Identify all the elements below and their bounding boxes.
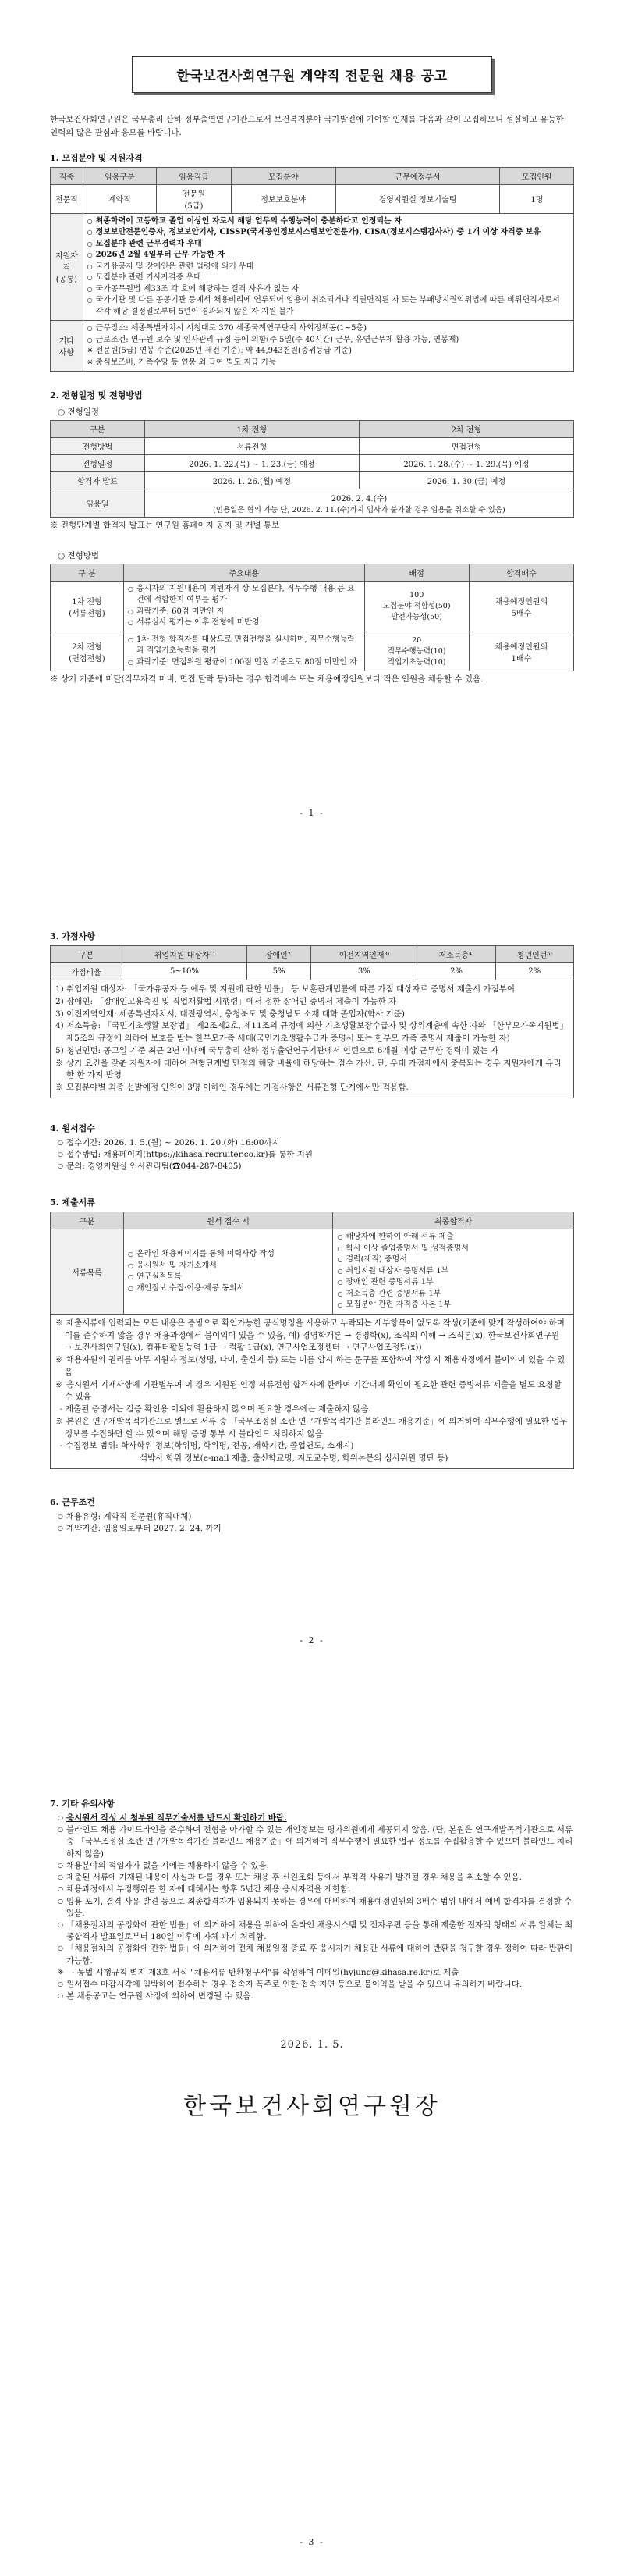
sched-cell: 2026. 1. 30.(금) 예정 — [359, 472, 573, 489]
list-item: ○ 모집분야 관련 근무경력자 우대 — [87, 239, 569, 251]
etc-label: 기타 사항 — [51, 321, 83, 372]
page-number-1: - 1 - — [300, 808, 324, 818]
appoint-label: 임용일 — [51, 489, 145, 518]
th-bonus-5: 청년인턴⁵⁾ — [495, 946, 573, 963]
th-bonus-1: 취업지원 대상자¹⁾ — [122, 946, 247, 963]
list-item: ※ - 동법 시행규칙 별지 제3호 서식 "채용서류 반환청구서"를 작성하여 이메일(hyjung@kihasa.re.kr)로 제출 — [58, 1967, 574, 1979]
list-item: ○ 온라인 채용페이지를 통해 이력사항 작성 — [128, 1249, 328, 1261]
method-items — [128, 584, 360, 629]
bonus-notes — [50, 980, 574, 1098]
apply-docs — [128, 1249, 328, 1294]
work-terms-list — [58, 1511, 574, 1535]
list-item: 2) 장애인: 「장애인고용촉진 및 직업재활법 시행령」에서 정한 장애인 증명서 제출이 가능한 자 — [55, 996, 397, 1006]
list-item: ○ 본 채용공고는 연구원 사정에 의하여 변경될 수 있음. — [58, 1991, 574, 2002]
list-item: ○ 모집분야 관련 기사자격증 우대 — [87, 272, 569, 284]
method-items — [128, 635, 360, 669]
th-doc-cat: 구분 — [51, 1212, 124, 1229]
cell-count: 1명 — [500, 184, 574, 213]
th-sched-1: 1차 전형 — [144, 421, 359, 438]
list-item: ○ 경력(재직) 증명서 — [337, 1254, 569, 1266]
list-item: ○ 원서접수 마감시각에 임박하여 접수하는 경우 접속자 폭주로 인한 접속 지연 등으로 불이익을 받을 수 있으니 유의하기 바랍니다. — [58, 1979, 574, 1991]
list-item: ○ 응시자의 지원내용이 지원자격 상 모집분야, 직무수행 내용 등 요건에 적합한지 여부를 평가 — [128, 584, 360, 607]
intro-paragraph: 한국보건사회연구원은 국무총리 산하 정부출연연구기관으로서 보건복지분야 국가발전에 기여할 인재를 다음과 같이 모집하오니 성실하고 유능한 인력의 많은 관심과 응모를 바랍니다. — [50, 115, 564, 138]
section-3-heading: 3. 가점사항 — [50, 931, 95, 941]
signature-line: 한국보건사회연구원장 — [183, 2092, 441, 2120]
page-1 — [0, 0, 624, 863]
method-subheading: ○ 전형방법 — [58, 550, 100, 560]
list-item: ○ 연구실적목록 — [128, 1272, 328, 1283]
schedule-table — [50, 420, 574, 518]
page-number-3: - 3 - — [300, 2537, 324, 2547]
section-2-heading: 2. 전형일정 및 전형방법 — [50, 390, 143, 401]
apply-list — [58, 1137, 574, 1173]
sched-row-label: 합격자 발표 — [51, 472, 145, 489]
method-score: 100 모집분야 적합성(50) 발전가능성(50) — [364, 581, 469, 632]
th-doc-apply: 원서 접수 시 — [123, 1212, 332, 1229]
recruit-field-table — [50, 167, 574, 372]
th-bonus-3: 이전지역인재³⁾ — [311, 946, 417, 963]
list-item: 1) 취업지원 대상자: 「국가유공자 등 예우 및 지원에 관한 법률」 등 보훈관계법률에 따른 가점 대상자로 증명서 제출시 가점부여 — [55, 984, 516, 994]
list-item: ○ 최종학력이 고등학교 졸업 이상인 자로서 해당 업무의 수행능력이 충분하다고 인정되는 자 — [87, 216, 569, 228]
list-item: ○ 과락기준: 면접위원 평균이 100점 만점 기준으로 80점 미만인 자 — [128, 657, 360, 669]
list-item: ○ 문의: 경영지원실 인사관리팀(☎044-287-8405) — [58, 1161, 574, 1172]
list-item: ○ 채용과정에서 부정행위를 한 자에 대해서는 향후 5년간 채용 응시자격을 제한함. — [58, 1884, 574, 1895]
sched-cell: 2026. 1. 28.(수) ~ 1. 29.(목) 예정 — [359, 455, 573, 472]
list-item: ○ 개인정보 수집·이용·제공 동의서 — [128, 1283, 328, 1295]
th-method-cat: 구 분 — [51, 564, 124, 581]
page-3 — [0, 1725, 624, 2576]
bonus-cell: 5% — [246, 963, 310, 980]
th-method-content: 주요내용 — [123, 564, 364, 581]
cell-grade: 전문원 (5급) — [157, 184, 232, 213]
list-item: ○ 「채용절차의 공정화에 관한 법률」에 의거하여 전체 채용일정 종료 후 응시자가 채용관 서류에 대하여 반환을 청구할 경우 정하여 따라 반환이 가능함. — [58, 1943, 574, 1966]
list-item: ○ 정보보안전문인증자, 정보보안기사, CISSP(국제공인정보시스템보안전문가), CISA(정보시스템감사사) 중 1개 이상 자격증 보유 — [87, 227, 569, 239]
list-item: ○ 채용분야의 적임자가 없을 시에는 채용하지 않을 수 있음. — [58, 1860, 574, 1872]
list-item: ※ 전문원(5급) 연봉 수준(2025년 세전 기준): 약 44,943천원(중위등급 기준) — [87, 346, 569, 358]
list-item: ○ 국가기관 및 다른 공공기관 등에서 채용비리에 연루되어 임용이 취소되거나 직권면직된 자 또는 부패방지권익위법에 따른 비위면직자로서 각각 해당 결정일로부터 5년이 경과되지 않은 자 지원 불가 — [87, 295, 569, 318]
bonus-cell: 5~10% — [122, 963, 247, 980]
list-item: ○ 채용유형: 계약직 전문원(휴직대체) — [58, 1511, 574, 1523]
doc-row-label: 서류목록 — [51, 1229, 124, 1315]
bonus-cell: 2% — [495, 963, 573, 980]
list-item: ○ 국가공무원법 제33조 각 호에 해당하는 결격 사유가 없는 자 — [87, 284, 569, 296]
method-row-label: 1차 전형 (서류전형) — [51, 581, 124, 632]
doc-note: - 제출된 증명서는 검증 확인용 이외에 활용하지 않으며 필요한 경우에는 제출하지 않음. — [60, 1404, 371, 1414]
section-7-heading: 7. 기타 유의사항 — [50, 1799, 115, 1809]
bonus-table — [50, 945, 574, 980]
th-sched-2: 2차 전형 — [359, 421, 573, 438]
qual-list — [87, 216, 569, 318]
method-ratio: 채용예정인원의 1배수 — [469, 632, 573, 671]
th-bonus-2: 장애인²⁾ — [246, 946, 310, 963]
list-item: ○ 모집분야 관련 자격증 사본 1부 — [337, 1300, 569, 1311]
list-item: ○ 서류심사 평가는 이후 전형에 미반영 — [128, 617, 360, 629]
list-item: ※ 모집분야별 최종 선발예정 인원이 3명 이하인 경우에는 가점사항은 서류전형 단계에서만 적용함. — [55, 1083, 409, 1092]
sched-row-label: 전형방법 — [51, 438, 145, 455]
list-item: ○ 「채용절차의 공정화에 관한 법률」에 의거하여 채용을 위하여 온라인 채용시스템 및 전자우편 등을 통해 제출한 전자적 형태의 서류 일체는 최종합격자 발표일로부터 180일 이후에 자체 파기 처리함. — [58, 1920, 574, 1943]
schedule-note: ※ 전형단계별 합격자 발표는 연구원 홈페이지 공지 및 개별 통보 — [50, 521, 280, 531]
qual-label: 지원자격 (공통) — [51, 213, 83, 321]
cell-dept: 경영지원실 정보기술팀 — [335, 184, 500, 213]
announcement-date: 2026. 1. 5. — [280, 2038, 344, 2051]
list-item: ○ 접수기간: 2026. 1. 5.(월) ~ 2026. 1. 20.(화) 16:00까지 — [58, 1137, 574, 1149]
section-1-heading: 1. 모집분야 및 지원자격 — [50, 152, 143, 163]
appoint-date: 2026. 2. 4.(수) — [331, 495, 388, 504]
th-dept: 근무예정부서 — [335, 167, 500, 184]
list-item: ○ 블라인드 채용 가이드라인을 준수하여 전형을 아가할 수 있는 개인정보는 평가위원에게 제공되지 않음. (단, 본원은 연구개발목적기관으로 서류 중 「국무조정실 소관 연구개발목적기관 블라인드 채용기준」에 의거하여 직무수행에 필요한 업무 정보를 수집활용할 수 있으며 블라인드 처리하지 않음) — [58, 1824, 574, 1860]
doc-note: 석박사 학위 정보(e-mail 제출, 출신학교명, 지도교수명, 학위논문의 심사위원 명단 등) — [140, 1453, 448, 1464]
th-grade: 임용직급 — [157, 167, 232, 184]
th-field: 모집분야 — [231, 167, 335, 184]
bonus-row-label: 가점비율 — [51, 963, 122, 980]
page-number-2: - 2 - — [300, 1635, 324, 1646]
list-item: ○ 근무장소: 세종특별자치시 시청대로 370 세종국책연구단지 사회정책동(1~5층) — [87, 323, 569, 335]
final-docs — [337, 1232, 569, 1311]
schedule-subheading: ○ 전형일정 — [58, 407, 100, 418]
th-method-score: 배점 — [364, 564, 469, 581]
list-item: ○ 응시원서 및 자기소개서 — [128, 1261, 328, 1272]
section-4-heading: 4. 원서접수 — [50, 1123, 95, 1133]
list-item: 4) 저소득층: 「국민기초생활 보장법」 제2조제2호, 제11조의 규정에 의한 기초생활보장수급자 및 상위계층에 속한 자와 「한부모가족지원법」 제5조의 규정에 의하여 보호를 받는 한부모가족 세대(국민기초생활수급자 증명서 또는 한부모 가족 증명서 제출이 가능한 자) — [55, 1021, 569, 1043]
cell-field: 정보보호분야 — [231, 184, 335, 213]
appoint-note: (인용일은 협의 가능 단, 2026. 2. 11.(수)까지 입사가 불가할 경우 임용을 취소할 수 있음) — [213, 506, 505, 515]
bonus-cell: 3% — [311, 963, 417, 980]
doc-note: ※ 응시원서 기재사항에 기관별부여 이 경우 지원된 인정 서류전형 합격자에 한하여 기간내에 확인이 필요한 관련 증빙서류 제출을 별도 요청할 수 있음 — [55, 1379, 562, 1402]
th-bonus-cat: 구분 — [51, 946, 122, 963]
list-item: ○ 해당자에 한하여 아래 서류 제출 — [337, 1232, 569, 1244]
method-table — [50, 564, 574, 672]
method-ratio: 채용예정인원의 5배수 — [469, 581, 573, 632]
sched-cell: 면접전형 — [359, 438, 573, 455]
method-row-label: 2차 전형 (면접전형) — [51, 632, 124, 671]
etc-list — [87, 323, 569, 368]
doc-note: - 수집정보 범위: 학사학위 정보(학위명, 학위명, 전공, 재학기간, 졸업연도, 소재지) — [60, 1441, 354, 1451]
list-item: ○ 근로조건: 연구원 보수 및 인사관리 규정 등에 의함(주 5일(주 40시간) 근무, 유연근무제 활용 가능, 연봉제) — [87, 335, 569, 347]
doc-note: ※ 채용자원의 권리를 아무 지원자 정보(성명, 나이, 출신지 등) 또는 이를 암시 하는 문구를 포함하여 작성 시 채용과정에서 불이익이 있을 수 있음 — [55, 1355, 566, 1377]
section-5-heading: 5. 제출서류 — [50, 1197, 95, 1208]
notice-list — [58, 1813, 574, 2003]
documents-table — [50, 1212, 574, 1315]
method-note: ※ 상기 기준에 미달(직무자격 미비, 면접 탈락 등)하는 경우 합격배수 또는 채용예정인원보다 적은 인원을 채용할 수 있음. — [50, 674, 484, 685]
documents-notes — [50, 1315, 574, 1469]
list-item: ○ 1차 전형 합격자를 대상으로 면접전형을 실시하며, 직무수행능력과 직업기초능력을 평가 — [128, 635, 360, 657]
method-score: 20 직무수행능력(10) 직업기초능력(10) — [364, 632, 469, 671]
th-job-type: 직종 — [51, 167, 83, 184]
bonus-cell: 2% — [417, 963, 495, 980]
list-item: ※ 중식보조비, 가족수당 등 연봉 외 급여 별도 지급 가능 — [87, 358, 569, 369]
list-item: 5) 청년인턴: 공고일 기준 최근 2년 이내에 국무총리 산하 정부출연연구기관에서 인턴으로 6개월 이상 근무한 경력이 있는 자 — [55, 1045, 498, 1055]
notice-title: 한국보건사회연구원 계약직 전문원 채용 공고 — [132, 56, 492, 93]
doc-note: ※ 제출서류에 입력되는 모든 내용은 증빙으로 확인가능한 공식명칭을 사용하고 누락되는 세부항목이 없도록 작성(기준에 맞게 작성하여야 하며 이를 준수하지 않을 경우 채용과정에서 불이익이 있을 수 있음, 예) 경영학개론 → 경영학(x), 조직의 이해 → 조직론(x), 한국보건사회연구원 → 보건사회연구원(x), 컴퓨터활용능력 1급 → 컴활 1급(x), 연구사업조정센터 → 연구사업조정팀(x)) — [55, 1318, 565, 1353]
cell-job-type: 전문직 — [51, 184, 83, 213]
list-item: ○ 과락기준: 60점 미만인 자 — [128, 607, 360, 618]
sched-cell: 서류전형 — [144, 438, 359, 455]
list-item: ○ 2026년 2월 4일부터 근무 가능한 자 — [87, 250, 569, 262]
sched-cell: 2026. 1. 22.(목) ~ 1. 23.(금) 예정 — [144, 455, 359, 472]
list-item: ○ 계약기간: 임용일로부터 2027. 2. 24. 까지 — [58, 1523, 574, 1535]
list-item: 3) 이전지역인재: 세종특별자치시, 대전광역시, 충청북도 및 충청남도 소재 대학 졸업자(학사 기준) — [55, 1009, 405, 1019]
list-item: ○ 임용 포기, 결격 사유 발견 등으로 최종합격자가 임용되지 못하는 경우에 대비하여 채용예정인원의 3배수 범위 내에서 예비 합격자를 결정할 수 있음. — [58, 1896, 574, 1920]
th-count: 모집인원 — [500, 167, 574, 184]
th-doc-final: 최종합격자 — [333, 1212, 574, 1229]
list-item: ○ 응시원서 작성 시 첨부된 직무기술서를 반드시 확인하기 바람. — [58, 1813, 574, 1824]
list-item: ○ 학사 이상 졸업증명서 및 성적증명서 — [337, 1244, 569, 1255]
list-item: ○ 장애인 관련 증명서류 1부 — [337, 1277, 569, 1289]
list-item: ○ 제출된 서류에 기재된 내용이 사실과 다를 경우 또는 채용 후 신원조회 등에서 부적격 사유가 발견될 경우 채용을 취소할 수 있음. — [58, 1872, 574, 1884]
th-sched-cat: 구분 — [51, 421, 145, 438]
th-bonus-4: 저소득층⁴⁾ — [417, 946, 495, 963]
sched-cell: 2026. 1. 26.(월) 예정 — [144, 472, 359, 489]
list-item: ○ 취업지원 대상자 증명서류 1부 — [337, 1266, 569, 1278]
list-item: ○ 국가유공자 및 장애인은 관련 법령에 의거 우대 — [87, 262, 569, 273]
sched-row-label: 전형일정 — [51, 455, 145, 472]
page-2 — [0, 863, 624, 1725]
section-6-heading: 6. 근무조건 — [50, 1496, 95, 1507]
th-method-ratio: 합격배수 — [469, 564, 573, 581]
th-appoint-type: 임용구분 — [83, 167, 156, 184]
doc-note: ※ 본원은 연구개발목적기관으로 별도로 서류 중 「국무조정실 소관 연구개발목적기관 블라인드 채용기준」에 의거하여 직무수행에 필요한 업무 정보를 수집하면 할 수 있으며 해당 증명 통부 시 블라인드 처리하지 않음 — [55, 1416, 568, 1439]
list-item: ※ 상기 요건을 갖춘 지원자에 대하여 전형단계별 만점의 해당 비율에 해당하는 점수 가산. 단, 우대 가점제에서 중복되는 경우 지원자에게 유리한 한 가지 반영 — [55, 1058, 562, 1080]
cell-appoint-type: 계약직 — [83, 184, 156, 213]
list-item[interactable]: ○ 접수방법: 채용페이지(https://kihasa.recruiter.co.kr)를 통한 지원 — [58, 1149, 574, 1161]
list-item: ○ 저소득층 관련 증명서류 1부 — [337, 1289, 569, 1300]
